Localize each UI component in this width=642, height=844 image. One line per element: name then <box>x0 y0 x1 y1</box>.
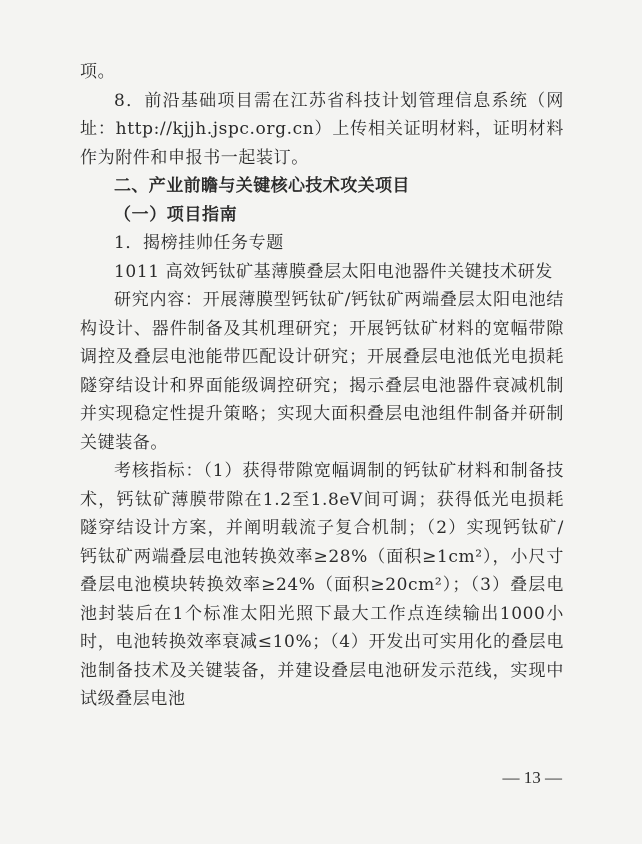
subsection-heading: （一）项目指南 <box>114 204 238 225</box>
section-heading: 二、产业前瞻与关键核心技术攻关项目 <box>114 176 410 196</box>
research-content-paragraph: 研究内容：开展薄膜型钙钛矿/钙钛矿两端叠层太阳电池结构设计、器件制备及其机理研究；开展钙钛矿材料的宽幅带隙调控及叠层电池能带匹配设计研究；开展叠层电池低光电损耗隧穿结设计和界面能级调控研究；揭示叠层电池器件衰减机制并实现稳定性提升策略；实现大面积叠层电池组件制备并研制关键装备。 <box>80 290 564 453</box>
project-title: 1011 高效钙钛矿基薄膜叠层太阳电池器件关键技术研发 <box>114 261 553 282</box>
topic-title: 1．揭榜挂帅任务专题 <box>114 233 284 253</box>
document-body <box>80 58 564 714</box>
paragraph-item-8: 8．前沿基础项目需在江苏省科技计划管理信息系统（网址：http://kjjh.jspc.org.cn）上传相关证明材料，证明材料作为附件和申报书一起装订。 <box>80 90 564 168</box>
paragraph-continuation: 项。 <box>80 62 116 82</box>
page-number: — 13 — <box>502 768 562 787</box>
assessment-indicators-paragraph: 考核指标：（1）获得带隙宽幅调制的钙钛矿材料和制备技术，钙钛矿薄膜带隙在1.2至1.8eV间可调；获得低光电损耗隧穿结设计方案，并阐明载流子复合机制；（2）实现钙钛矿/钙钛矿两端叠层电池转换效率≥28%（面积≥1cm²），小尺寸叠层电池模块转换效率≥24%（面积≥20cm²）；（3）叠层电池封装后在1个标准太阳光照下最大工作点连续输出1000小时，电池转换效率衰减≤10%；（4）开发出可实用化的叠层电池制备技术及关键装备，并建设叠层电池研发示范线，实现中试级叠层电池 <box>80 461 564 709</box>
